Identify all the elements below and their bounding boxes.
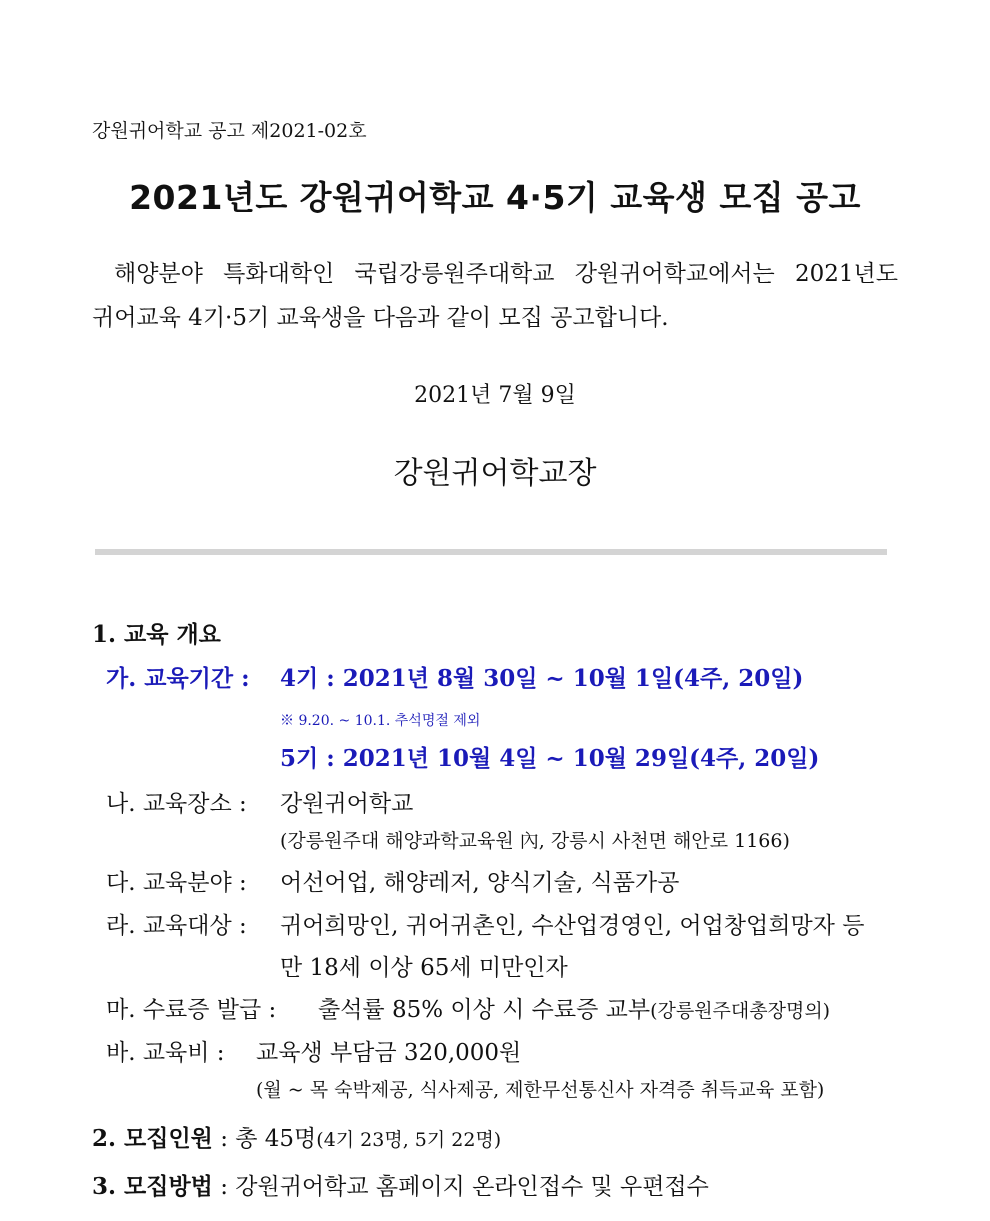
certificate-suffix: (강릉원주대총장명의) (650, 1000, 831, 1022)
section-3-heading: 3. 모집방법 (92, 1173, 213, 1200)
section-2-detail: (4기 23명, 5기 22명) (316, 1129, 502, 1151)
section-2 (92, 1120, 501, 1153)
section-3-value: 강원귀어학교 홈페이지 온라인접수 및 우편접수 (235, 1174, 709, 1200)
period-cohort5: 5기 : 2021년 10월 4일 ~ 10월 29일(4주, 20일) (280, 745, 820, 772)
intro-line-2: 귀어교육 4기·5기 교육생을 다음과 같이 모집 공고합니다. (92, 305, 669, 331)
place-detail: (강릉원주대 해양과학교육원 內, 강릉시 사천면 해안로 1166) (280, 830, 790, 852)
section-2-sep: : (212, 1126, 236, 1152)
target-line-2: 만 18세 이상 65세 미만인자 (280, 955, 568, 981)
place-value: 강원귀어학교 (280, 791, 414, 817)
section-1-heading: 1. 교육 개요 (92, 621, 221, 648)
section-3 (92, 1168, 709, 1201)
intro-line-1: 해양분야 특화대학인 국립강릉원주대학교 강원귀어학교에서는 2021년도 (114, 261, 898, 287)
certificate-text: 출석률 85% 이상 시 수료증 교부 (318, 997, 651, 1023)
fee-value: 교육생 부담금 320,000원 (256, 1040, 522, 1066)
intro-paragraph (92, 252, 898, 340)
notice-number: 강원귀어학교 공고 제2021-02호 (92, 120, 367, 142)
section-2-value: 총 45명 (235, 1126, 317, 1152)
place-label: 나. 교육장소 : (106, 791, 247, 817)
certificate-value (318, 991, 830, 1024)
period-note: ※ 9.20. ~ 10.1. 추석명절 제외 (280, 713, 481, 729)
field-label: 다. 교육분야 : (106, 870, 247, 896)
target-line-1: 귀어희망인, 귀어귀촌인, 수산업경영인, 어업창업희망자 등 (280, 913, 865, 939)
period-cohort4: 4기 : 2021년 8월 30일 ~ 10월 1일(4주, 20일) (280, 665, 804, 692)
section-3-sep: : (212, 1174, 236, 1200)
certificate-label: 마. 수료증 발급 : (106, 997, 277, 1023)
section-2-heading: 2. 모집인원 (92, 1125, 213, 1152)
field-value: 어선어업, 해양레저, 양식기술, 식품가공 (280, 870, 680, 896)
period-label: 가. 교육기간 : (106, 665, 250, 692)
notice-date: 2021년 7월 9일 (414, 383, 576, 408)
issuer-name: 강원귀어학교장 (393, 456, 597, 491)
target-label: 라. 교육대상 : (106, 913, 247, 939)
fee-detail: (월 ~ 목 숙박제공, 식사제공, 제한무선통신사 자격증 취득교육 포함) (256, 1079, 825, 1101)
fee-label: 바. 교육비 : (106, 1040, 225, 1066)
section-divider (95, 549, 887, 555)
page-title: 2021년도 강원귀어학교 4·5기 교육생 모집 공고 (129, 178, 861, 217)
